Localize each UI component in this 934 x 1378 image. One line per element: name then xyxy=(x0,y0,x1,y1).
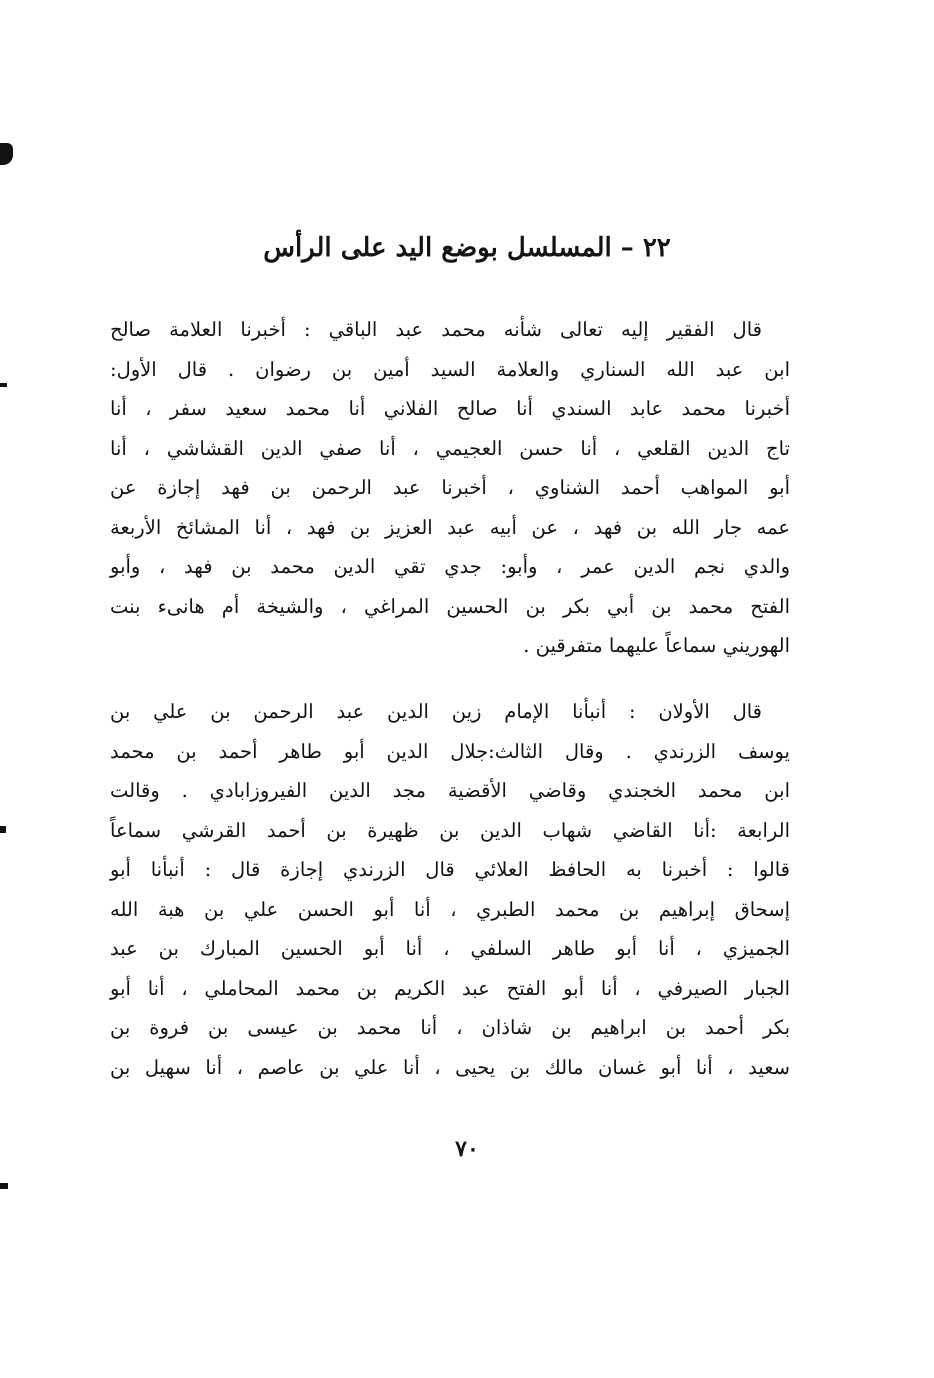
text-line: الهوريني سماعاً عليهما متفرقين . xyxy=(523,634,790,657)
text-line: الجبار الصيرفي ، أنا أبو الفتح عبد الكريم بن محمد المحاملي ، أنا أبو xyxy=(110,976,790,1000)
section-title: ٢٢ – المسلسل بوضع اليد على الرأس xyxy=(263,233,671,263)
binding-mark xyxy=(0,1183,8,1189)
text-line: الجميزي ، أنا أبو طاهر السلفي ، أنا أبو الحسين المبارك بن عبد xyxy=(110,937,790,960)
text-line: يوسف الزرندي . وقال الثالث:جلال الدين أبو طاهر أحمد بن محمد xyxy=(110,739,790,763)
text-line: بكر أحمد بن ابراهيم بن شاذان ، أنا محمد بن عيسى بن فروة بن xyxy=(110,1016,790,1039)
text-line: عمه جار الله بن فهد ، عن أبيه عبد العزيز بن فهد ، أنا المشائخ الأربعة xyxy=(110,515,790,539)
text-line: أبو المواهب أحمد الشناوي ، أخبرنا عبد الرحمن بن فهد إجازة عن xyxy=(110,476,790,499)
text-line: قال الأولان : أنبأنا الإمام زين الدين عبد الرحمن بن علي بن xyxy=(110,700,762,723)
text-line: سعيد ، أنا أبو غسان مالك بن يحيى ، أنا علي بن عاصم ، أنا سهيل بن xyxy=(110,1055,790,1079)
text-line: والدي نجم الدين عمر ، وأبو: جدي تقي الدين محمد بن فهد ، وأبو xyxy=(110,555,790,578)
page-number: ٧٠ xyxy=(455,1136,479,1162)
paragraph-2 xyxy=(110,692,790,1087)
text-line: الرابعة :أنا القاضي شهاب الدين بن ظهيرة بن أحمد القرشي سماعاً xyxy=(110,818,790,842)
text-line: قالوا : أخبرنا به الحافظ العلائي قال الزرندي إجازة قال : أنبأنا أبو xyxy=(110,858,790,881)
text-line: قال الفقير إليه تعالى شأنه محمد عبد الباقي : أخبرنا العلامة صالح xyxy=(110,318,762,341)
paragraph-1 xyxy=(110,310,790,666)
text-line: ابن عبد الله السناري والعلامة السيد أمين بن رضوان . قال الأول: xyxy=(110,357,790,381)
binding-mark xyxy=(0,826,6,833)
binding-mark xyxy=(0,143,13,165)
binding-mark xyxy=(0,383,7,387)
text-line: أخبرنا محمد عابد السندي أنا صالح الفلاني أنا محمد سعيد سفر ، أنا xyxy=(110,397,790,420)
text-line: الفتح محمد بن أبي بكر بن الحسين المراغي ، والشيخة أم هانىء بنت xyxy=(110,594,790,618)
text-line: ابن محمد الخجندي وقاضي الأقضية مجد الدين الفيروزابادي . وقالت xyxy=(110,779,790,802)
text-line: إسحاق إبراهيم بن محمد الطبري ، أنا أبو الحسن علي بن هبة الله xyxy=(110,897,790,921)
text-line: تاج الدين القلعي ، أنا حسن العجيمي ، أنا صفي الدين القشاشي ، أنا xyxy=(110,436,790,460)
